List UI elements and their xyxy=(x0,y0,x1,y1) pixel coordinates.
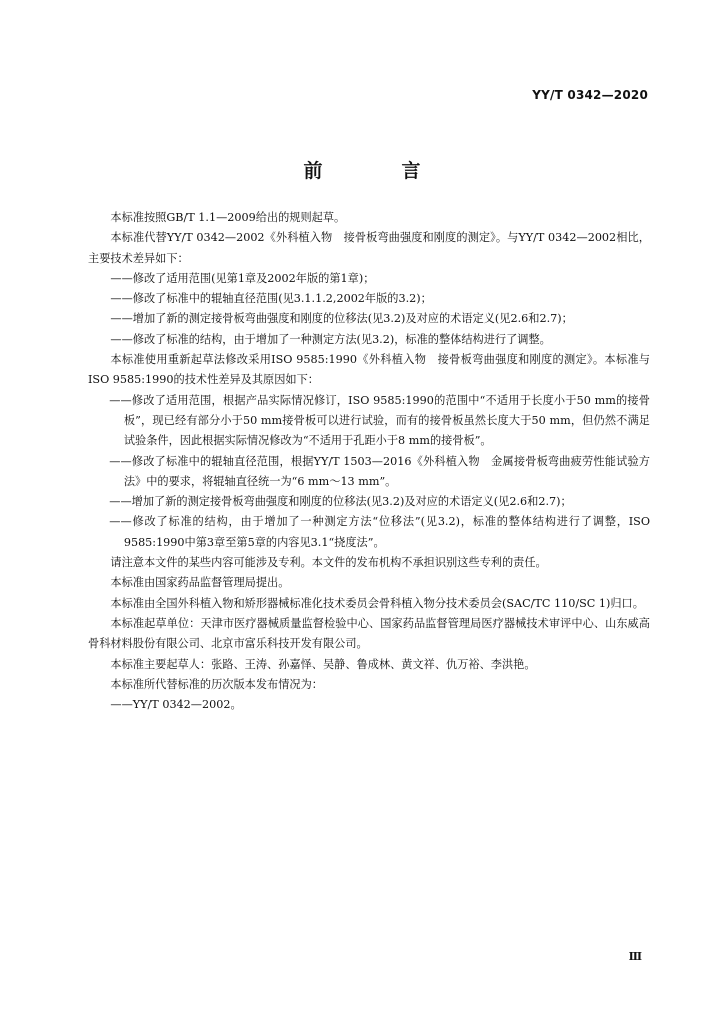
list-item: ——修改了适用范围(见第1章及2002年版的第1章)； xyxy=(110,271,375,285)
list-item: ——YY/T 0342—2002。 xyxy=(110,698,242,712)
paragraph-drafting-rules: 本标准按照GB/T 1.1—2009给出的规则起草。 xyxy=(110,211,346,224)
list-item: ——增加了新的测定接骨板弯曲强度和刚度的位移法(见3.2)及对应的术语定义(见2.6和2.7)； xyxy=(109,495,572,509)
paragraph-history: 本标准所代替标准的历次版本发布情况为： xyxy=(110,677,323,691)
list-item: ——增加了新的测定接骨板弯曲强度和刚度的位移法(见3.2)及对应的术语定义(见2.6和2.7)； xyxy=(110,312,573,326)
standard-code: YY/T 0342—2020 xyxy=(532,88,648,102)
list-item: ——修改了标准中的辊轴直径范围，根据YY/T 1503—2016《外科植入物 金属接骨板弯曲疲劳性能试验方法》中的要求，将辊轴直径统一为“6 mm～13 mm”。 xyxy=(109,454,650,488)
paragraph-patent-notice: 请注意本文件的某些内容可能涉及专利。本文件的发布机构不承担识别这些专利的责任。 xyxy=(110,556,547,570)
foreword-body xyxy=(88,208,650,715)
list-item: ——修改了标准中的辊轴直径范围(见3.1.1.2,2002年版的3.2)； xyxy=(110,292,432,306)
paragraph-proposer: 本标准由国家药品监督管理局提出。 xyxy=(110,576,290,590)
page-title: 前 言 xyxy=(303,160,451,182)
paragraph-committee: 本标准由全国外科植入物和矫形器械标准化技术委员会骨科植入物分技术委员会(SAC/TC 110/SC 1)归口。 xyxy=(110,596,644,610)
list-item: ——修改了标准的结构，由于增加了一种测定方法(见3.2)，标准的整体结构进行了调整。 xyxy=(110,332,551,346)
page-number: Ⅲ xyxy=(628,950,642,963)
paragraph-iso-adoption: 本标准使用重新起草法修改采用ISO 9585:1990《外科植入物 接骨板弯曲强度和刚度的测定》。本标准与ISO 9585:1990的技术性差异及其原因如下： xyxy=(88,353,650,387)
paragraph-drafting-units: 本标准起草单位：天津市医疗器械质量监督检验中心、国家药品监督管理局医疗器械技术审评中心、山东威高骨科材料股份有限公司、北京市富乐科技开发有限公司。 xyxy=(88,616,650,651)
paragraph-drafters: 本标准主要起草人：张路、王涛、孙嘉怿、吴静、鲁成林、黄文祥、仇万裕、李洪艳。 xyxy=(110,657,536,671)
list-item: ——修改了标准的结构，由于增加了一种测定方法“位移法”(见3.2)，标准的整体结构进行了调整，ISO 9585:1990中第3章至第5章的内容见3.1“挠度法”。 xyxy=(109,515,650,549)
paragraph-replaces: 本标准代替YY/T 0342—2002《外科植入物 接骨板弯曲强度和刚度的测定》。与YY/T 0342—2002相比，主要技术差异如下： xyxy=(88,231,650,265)
list-item: ——修改了适用范围，根据产品实际情况修订，ISO 9585:1990的范围中“不适用于长度小于50 mm的接骨板”，现已经有部分小于50 mm接骨板可以进行试验，而有的接骨板虽然长度大于50 mm，但仍然不满足试验条件，因此根据实际情况修改为“不适用于孔距小于8 mm的接骨板”。 xyxy=(109,393,650,448)
